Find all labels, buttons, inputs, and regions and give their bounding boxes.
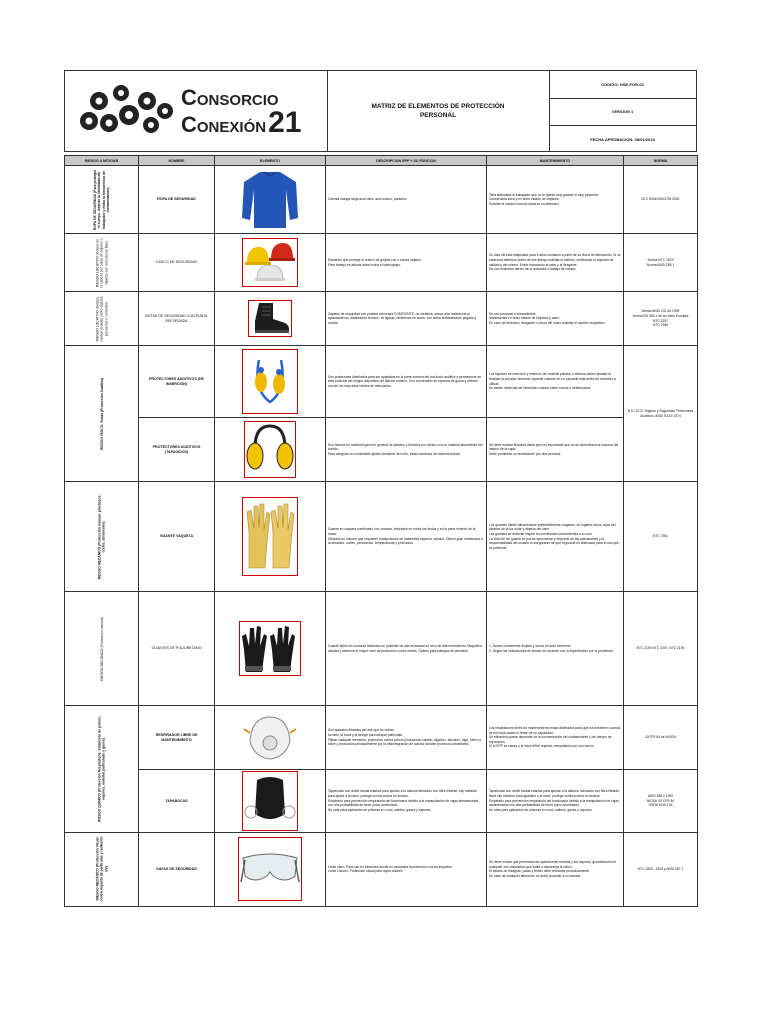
table-row <box>65 346 698 418</box>
risk-cell <box>65 166 139 234</box>
maintenance-cell: Tapabocas con doble banda elástica para ajustar a la cabeza, fabricado con fibra filtrante, tiene clip metálico para ajustarlo a la nariz, protege contra polvos no tóxicos. Empleado para prevención respiratoria del funcionario debido a la manipulación de cajas almacenadas con alta probabilidad de tener polvo acumulado. No usar para aplicación de pinturas en roció, sólidos, gases y vapores. <box>487 770 624 833</box>
name-cell: CASCO DE SEGURIDAD <box>139 234 215 292</box>
element-cell <box>215 292 326 346</box>
name-cell: BOTAS DE SEGURIDAD CON PUNTA REFORZADA <box>139 292 215 346</box>
table-row <box>65 706 698 770</box>
maintenance-cell: Los tapones de inserción y externos de material plástico o silicona deben lavarse al finalizar la jornada, teniendo especial cuidado en no causarle total antes de volverlos a utilizar. Se deben desechar de inmediato cuando estén sucios o deteriorados. <box>487 346 624 418</box>
logo-c-2: C <box>181 112 197 137</box>
element-cell <box>215 346 326 418</box>
name-cell: ROPA DE SEGURIDAD <box>139 166 215 234</box>
company-logo <box>65 71 328 151</box>
shirt-icon <box>240 168 300 230</box>
element-cell <box>215 832 326 906</box>
name-cell: PROTECTORES AUDITIVOS (DE INSERCIÓN) <box>139 346 215 418</box>
earmuffs-icon <box>245 422 295 476</box>
col-header-riesgo: RIESGO A MITIGAR <box>65 156 139 166</box>
description-cell: Zapatos de seguridad con puntera reforzada COMPOSITE, no metálica, ofrece alta resistencia al aplastamiento, aislamiento térmico, es ligeras, dieléctrica en suela, con suela antideslizante pegada y cosida. <box>326 292 487 346</box>
maintenance-cell: Talla adecuada al trabajador que no le quede muy grande ni muy pequeña. Conservarla seca y en buen estado de limpieza. Solicitar el cambio cuando observe su deterioro. <box>487 166 624 234</box>
table-row <box>65 770 698 833</box>
element-cell <box>215 166 326 234</box>
glasses-image <box>238 837 302 901</box>
table-row <box>65 482 698 592</box>
risk-cell <box>65 346 139 482</box>
description-cell: Camisa manga larga azul clara, azul oscuro, pantalón <box>326 166 487 234</box>
risk-text: RIESGO MECÁNICO (Protección manual) <box>99 616 104 681</box>
description-cell: Tapabocas con doble banda elástica para ajustar a la cabeza fabricado con fibra filtrante, clip metálico para ajuste a la nariz, protege contra polvos no tóxicos. Empleado para prevención respiratoria del funcionario debido a la manipulación de cajas almacenadas con alta probabilidad de tener polvo acumulado. No usar para aplicación de pinturas en roció, sólidos, gases y vapores. <box>326 770 487 833</box>
description-cell: Elemento que protege el cráneo de golpes con o contra objetos. Para trabajo en alturas debe incluir el barbuquejo. <box>326 234 487 292</box>
document-title <box>327 71 550 151</box>
col-header-elemento: ELEMENTO <box>215 156 326 166</box>
maintenance-cell: Se debe revisar que permanezcan ópticamente neutras y sin rayones, guardándose en cualquier otro dispositivo que limite o disminuya la visión. El estado de bisagras, patas y lentes debe revisarse periódicamente. En caso de cualquier alteración se debe proceder a su cambio. <box>487 832 624 906</box>
col-header-mantenimiento: MANTENIMIENTO <box>487 156 624 166</box>
maintenance-cell: 1. Deben mantenerse limpios y secos en todo momento. 2. Seguir las indicaciones de lavado de acuerdo con lo especificado por el proveedor. <box>487 592 624 706</box>
name-cell: PROTECTORES AUDITIVOS (TAPAOIDOS) <box>139 418 215 482</box>
risk-text: RIESGO MECÁNICO (Protección Visual contra impacto de partículas y radiación UV) <box>94 836 108 902</box>
document-meta <box>549 71 696 151</box>
document-header <box>64 70 697 152</box>
description-cell: Son protectores diseñados para ser ajustados en la parte externa del conducto auditivo y permanecer en esta posición sin ningún dispositivo de fijación externo. Son construidos en espuma de goma y ofrecen uno de los más altos niveles de atenuación. <box>326 346 487 418</box>
element-cell <box>215 418 326 482</box>
polyurethane-glove-icon <box>240 622 300 674</box>
logo-number: 21 <box>268 106 302 139</box>
earplugs-image <box>242 349 298 415</box>
mask-image <box>242 771 298 831</box>
maintenance-cell: Los respiradores libres de mantenimiento están diseñados para que los desechen cuando se les haya usado el límite de su capacidad. Su eficiencia puede depender de la concentración del contaminante y del tiempo de exposición. Si el EPP se satura y le hace difícil respirar, reemplácelo por uno nuevo. <box>487 706 624 770</box>
respirator-image <box>242 711 298 765</box>
respirator-icon <box>242 711 298 763</box>
risk-cell <box>65 592 139 706</box>
leather-glove-image <box>242 497 298 577</box>
norma-cell: 42CFR 84 de NIOSH <box>624 706 698 770</box>
col-header-descripcion: DESCRIPCION EPP Y SU FUNCION <box>326 156 487 166</box>
risk-text: RIESGO QUÍMICO (Protección Respiratoria: Inhalación de polvos, vapores, material particulado y gases) <box>97 715 106 822</box>
element-cell <box>215 770 326 833</box>
logo-line-1: ONSORCIO <box>196 92 279 109</box>
safety-glasses-icon <box>239 838 301 898</box>
norma-cell: NTC 1981 <box>624 482 698 592</box>
risk-text: RIESGO MECÁNICO (Protección manual: pinchazos, cortes, abrasiones) <box>97 494 106 579</box>
col-header-nombre: NOMBRE <box>139 156 215 166</box>
table-row <box>65 592 698 706</box>
name-cell: GAFAS DE SEGURIDAD <box>139 832 215 906</box>
description-cell: Lente claro. Para uso en interiores donde es necesaria la protección contra impactos. Lente Oscuro: Protección visual para rayos solares <box>326 832 487 906</box>
norma-cell: NTC 1825 - 1826 y ANSI Z87.1 <box>624 832 698 906</box>
name-cell: GUANTE VAQUETA <box>139 482 215 592</box>
logo-line-2: ONEXIÓN <box>196 119 267 136</box>
name-cell: GUANTES DE POLIURETANO <box>139 592 215 706</box>
leather-glove-icon <box>243 498 297 574</box>
risk-text: RIESGO FÍSICO: Ruido (Protección Auditiva) <box>99 377 104 450</box>
version-cell: VERSION 1 <box>549 99 696 127</box>
risk-text: RIESGO LOCATIVO (Golpes en la cabeza por caída de objetos o impacto con estructuras fijas) <box>94 238 108 288</box>
earplug-icon <box>243 350 297 412</box>
logo-c-1: C <box>181 85 197 110</box>
earmuffs-image <box>244 421 296 479</box>
polyurethane-glove-image <box>239 621 301 677</box>
description-cell: Guante tejido sin costuras fabricado en poliéster de alta tenacidad su forro de alta rendimiento. Magnífica calidad y destreza al mayor nivel de protección contra cortes. Óptimo para trabajos de precisión. <box>326 592 487 706</box>
col-header-norma: NORMA <box>624 156 698 166</box>
element-cell <box>215 592 326 706</box>
risk-cell <box>65 482 139 592</box>
boot-icon <box>249 301 291 335</box>
risk-cell <box>65 706 139 833</box>
maintenance-cell: Los guantes deben almacenarse preferiblemente colgados, en lugares secos, lejos del alcance de la luz solar y objetos del calor. Los guantes se deberán limpiar en condiciones convenientes a su uso. La vida útil del guante se puede aprovechar y depende de las aplicaciones y la responsabilidad del usuario el asegurarse de que el guante es adecuado para el uso que se pretende. <box>487 482 624 592</box>
norma-cell: NTC 2272: Higiene y Seguridad. Protectores Auditivos. ANSI S3.19 1974 <box>624 346 698 482</box>
table-row <box>65 418 698 482</box>
norma-cell: NTC 5348 EDICIÓN 2002 <box>624 166 698 234</box>
risk-text: ROPA DE SEGURIDAD (Para proteger el cuerpo, mejorar la visibilidad del trabajador y evitar la transmisión de contaminantes) <box>92 169 110 230</box>
element-cell <box>215 482 326 592</box>
maintenance-cell: Su vida útil está estipulada para 5 años contados a partir de su fecha de fabricación. Si se evidencia deterioro antes de ese tiempo solicitar el cambio, verificando la vigencia de calidad y del mismo. Evitar exposición al calor y al desgaste. De uso exclusivo dentro de la actividad o trabajo de campo. <box>487 234 624 292</box>
table-row <box>65 234 698 292</box>
norma-cell: NTC 2190 NTC 2307, NTC 2190 <box>624 592 698 706</box>
element-cell <box>215 706 326 770</box>
table-row <box>65 166 698 234</box>
codigo-cell: CODIGO: HSE-FOR-03 <box>549 71 696 99</box>
description-cell: Guante en vaqueta combinado con carnaza, reforzado en todos los dedos y en la parte exterior de la mano. Utilizado en labores que requieren manipulación de materiales ásperos, sólidos. Ofrece gran resistencia a la abrasión, cortes, perforación, temperaturas y pinchazos. <box>326 482 487 592</box>
risk-cell <box>65 292 139 346</box>
name-cell: TAPABOCAS <box>139 770 215 833</box>
risk-cell <box>65 234 139 292</box>
name-cell: RESPIRADOR LIBRE DE MANTENIMIENTO <box>139 706 215 770</box>
table-header-row <box>65 156 698 166</box>
document-page <box>64 70 697 907</box>
helmet-image <box>242 238 298 288</box>
maintenance-cell: De uso personal e intransferible. Mantenerlas en buen estado de limpieza y aseo. En caso de deterioro, desgaste o rotura del cuero solicitar el cambio respectivo. <box>487 292 624 346</box>
helmet-icon <box>243 239 297 285</box>
risk-cell <box>65 832 139 906</box>
boot-image <box>248 300 292 338</box>
description-cell: Son aparatos filtrantes del aire que la rodean. la nariz, la boca y la laringe para atrapar partículas. Filtran cualquier elemento, protección contra polvos (incluyendo carbón, algodón, aluminio, trigo, hierro y sílice), producidos principalmente por la desintegración de sólidos durante procesos industriales. <box>326 706 487 770</box>
title-text: MATRIZ DE ELEMENTOS DE PROTECCIÓN PERSONAL <box>371 103 505 119</box>
maintenance-cell: Se debe realizar limpieza diaria pero es importante que no se humedezca la espuma del interior de la copa. Debe prohibirse su reutilización por otra persona. <box>487 418 624 482</box>
element-cell <box>215 234 326 292</box>
table-row <box>65 292 698 346</box>
norma-cell: Norma NTC 1523 Norma ANSI Z89.1 <box>624 234 698 292</box>
norma-cell: ANSI Z88.2 1992 NIOSH 42 CFR 84 OSHA 1910.134 <box>624 770 698 833</box>
ppe-matrix-table <box>64 155 698 907</box>
description-cell: Son hechos en material ligero en general de plástico y forrados por dentro con un material absorbente del sonido. Para asegurar un confortable ajuste alrededor del oído, están cubiertos de material blando. <box>326 418 487 482</box>
mask-icon <box>243 772 297 828</box>
fecha-cell: FECHA APROBACION: 08/01/2018 <box>590 136 655 142</box>
table-row <box>65 832 698 906</box>
norma-cell: Norma ANSI Z41 de 1999 Norma EN 345-1 de la Unión Europea NTC 2257 NTC 2396 <box>624 292 698 346</box>
risk-text: RIESGO LOCATIVO (Golpes, caídas, pisadas sobre objetos punzantes o cortantes) <box>94 296 108 341</box>
